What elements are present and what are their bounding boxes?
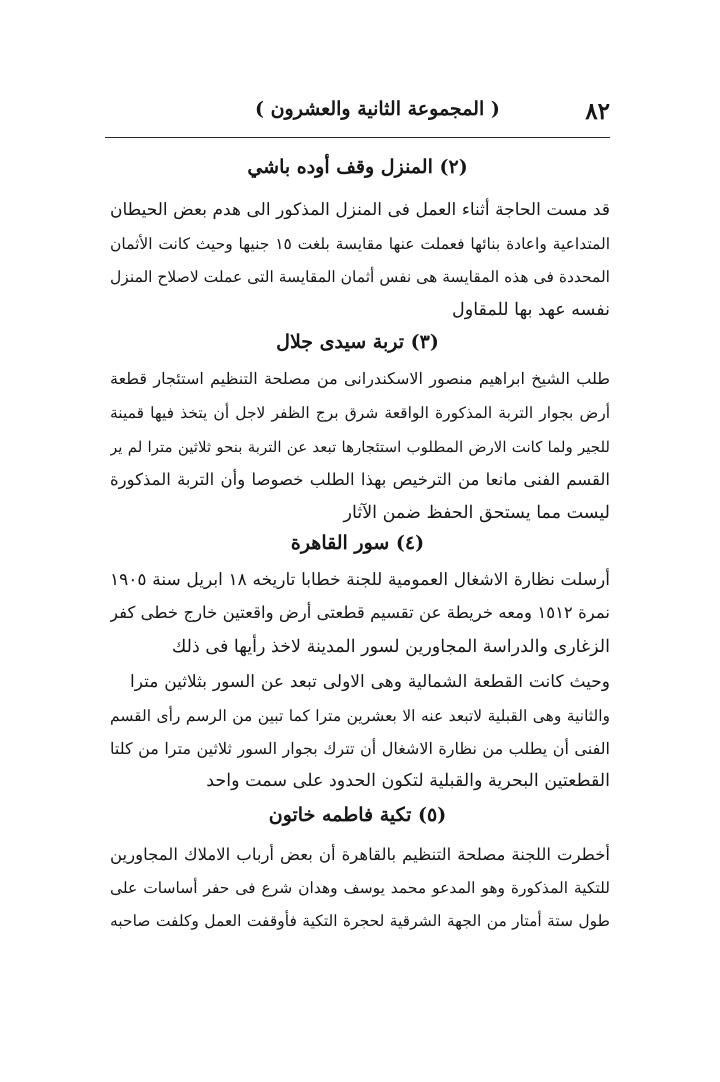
text-line: الفنى أن يطلب من نظارة الاشغال أن تترك بجوار السور ثلاثين مترا من كلتا [110, 739, 610, 758]
text-line: القطعتين البحرية والقبلية لتكون الحدود على سمت واحد [206, 771, 610, 791]
text-line: والثانية وهى القبلية لاتبعد عنه الا بعشرين مترا كما تبين من الرسم رأى القسم [110, 707, 610, 725]
running-header [105, 96, 610, 128]
text-line: القسم الفنى مانعا من الترخيص بهذا الطلب خصوصا وأن التربة المذكورة [110, 470, 610, 489]
running-title: ( المجموعة الثانية والعشرون ) [255, 98, 500, 120]
text-line: نمرة ١٥١٢ ومعه خريطة عن تقسيم قطعتى أرض واقعتين خارج خطى كفر [110, 603, 610, 622]
text-line: وحيث كانت القطعة الشمالية وهى الاولى تبعد عن السور بثلاثين مترا [130, 672, 610, 692]
text-line: المحددة فى هذه المقايسة هى نفس أثمان المقايسة التى عملت لاصلاح المنزل [110, 268, 610, 286]
text-line: للجير ولما كانت الارض المطلوب استئجارها تبعد عن التربة بنحو ثلاثين مترا لم ير [110, 438, 610, 456]
text-line: أخطرت اللجنة مصلحة التنظيم بالقاهرة أن بعض أرباب الاملاك المجاورين [110, 845, 610, 864]
text-line: قد مست الحاجة أثناء العمل فى المنزل المذكور الى هدم بعض الحيطان [110, 200, 610, 220]
text-line: نفسه عهد بها للمقاول [452, 300, 610, 320]
text-line: المتداعية واعادة بنائها فعملت عنها مقايسة بلغت ١٥ جنيها وحيث كانت الأثمان [110, 235, 610, 253]
section-heading: (٤) سور القاهرة [290, 532, 425, 554]
header-rule [105, 137, 610, 138]
text-line: أرض بجوار التربة المذكورة الواقعة شرق برج الظفر لاجل أن يتخذ فيها قمينة [110, 404, 610, 422]
text-line: للتكية المذكورة وهو المدعو محمد يوسف وهدان شرع فى حفر أساسات على [110, 879, 610, 897]
text-line: طلب الشيخ ابراهيم منصور الاسكندرانى من مصلحة التنظيم استئجار قطعة [110, 369, 610, 388]
text-line: الزغارى والدراسة المجاورين لسور المدينة لاخذ رأيها فى ذلك [171, 637, 610, 657]
section-heading: (٥) تكية فاطمه خاتون [268, 804, 447, 826]
page-number: ٨٢ [585, 98, 610, 125]
section-heading: (٣) تربة سيدى جلال [276, 331, 439, 353]
text-line: ليست مما يستحق الحفظ ضمن الآثار [343, 503, 610, 523]
section-heading: (٢) المنزل وقف أوده باشي [247, 156, 468, 178]
text-line: أرسلت نظارة الاشغال العمومية للجنة خطابا تاريخه ١٨ ابريل سنة ١٩٠٥ [110, 570, 610, 590]
text-line: طول ستة أمتار من الجهة الشرقية لحجرة التكية فأوقفت العمل وكلفت صاحبه [110, 912, 610, 930]
